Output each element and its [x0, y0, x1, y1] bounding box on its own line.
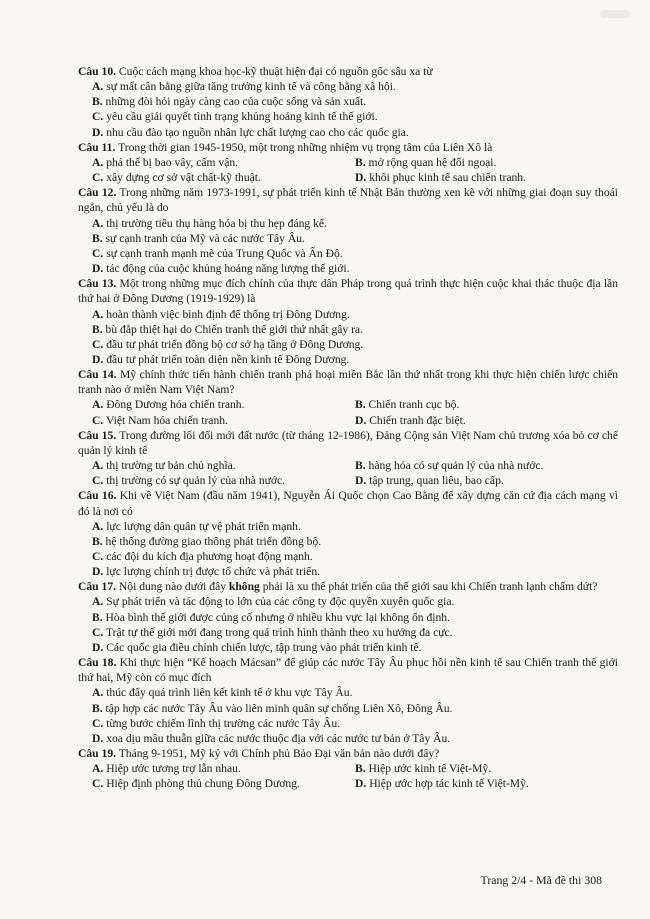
- option-text: Hiệp định phòng thủ chung Đông Dương.: [106, 777, 300, 791]
- option-b: [78, 701, 618, 716]
- question-stem: [78, 579, 618, 594]
- option-d: [78, 352, 618, 367]
- option-letter: D.: [355, 777, 367, 791]
- question-text: Trong thời gian 1945-1950, một trong những nhiệm vụ trọng tâm của Liên Xô là: [118, 140, 493, 154]
- option-letter: B.: [355, 762, 366, 776]
- option-row: [78, 761, 618, 776]
- option-letter: B.: [92, 701, 103, 715]
- option-letter: D.: [92, 262, 104, 276]
- question-text: Mỹ chính thức tiến hành chiến tranh phá hoại miền Bắc lần thứ nhất trong khi thực hiện chiến lược chiến tranh nào ở miền Nam Việt Nam?: [78, 368, 619, 397]
- question-stem: [78, 185, 618, 215]
- option-text: sự mất cân bằng giữa tăng trưởng kinh tế và công bằng xã hội.: [106, 80, 396, 94]
- option-row: [78, 170, 618, 185]
- option-b: [78, 94, 618, 109]
- question-10: [78, 64, 618, 140]
- option-text: phá thế bị bao vây, cấm vận.: [106, 155, 239, 169]
- option-text: thúc đẩy quá trình liên kết kinh tế ở khu vực Tây Âu.: [106, 686, 353, 700]
- option-b: [78, 610, 618, 625]
- option-text: Hòa bình thế giới được củng cố nhưng ở nhiều khu vực lại không ổn định.: [105, 610, 450, 624]
- option-text: sự cạnh tranh của Mỹ và các nước Tây Âu.: [105, 231, 305, 245]
- option-b: [355, 458, 618, 473]
- option-text: tác động của cuộc khủng hoảng năng lượng thế giới.: [106, 262, 350, 276]
- option-a: [78, 79, 618, 94]
- question-number: Câu 14.: [78, 368, 117, 382]
- question-stem: [78, 428, 618, 458]
- question-16: [78, 488, 618, 579]
- option-letter: B.: [92, 534, 103, 548]
- option-text: thị trường tiêu thụ hàng hóa bị thu hẹp đáng kể.: [106, 216, 327, 230]
- option-d: [355, 776, 618, 791]
- option-b: [355, 155, 618, 170]
- question-text: Trong những năm 1973-1991, sự phát triển kinh tế Nhật Bản thường xen kẽ với những giai đoạn suy thoái ngắn, chủ yếu là do: [78, 186, 618, 215]
- option-letter: C.: [92, 474, 104, 488]
- option-letter: C.: [92, 110, 104, 124]
- option-letter: A.: [92, 762, 104, 776]
- option-a: [78, 594, 618, 609]
- option-text: Các quốc gia điều chỉnh chiến lược, tập trung vào phát triển kinh tế.: [106, 640, 422, 654]
- option-d: [355, 473, 618, 488]
- question-number: Câu 13.: [78, 277, 117, 291]
- option-a: [78, 685, 618, 700]
- option-letter: C.: [92, 246, 104, 260]
- option-row: [78, 413, 618, 428]
- question-stem: [78, 64, 618, 79]
- option-text: đầu tư phát triển toàn diện nền kinh tế Đông Dương.: [106, 352, 350, 366]
- question-18: [78, 655, 618, 746]
- option-a: [92, 761, 355, 776]
- option-letter: A.: [92, 307, 104, 321]
- option-letter: C.: [92, 777, 104, 791]
- question-14: [78, 367, 618, 428]
- option-letter: B.: [355, 155, 366, 169]
- option-text: từng bước chiếm lĩnh thị trường các nước Tây Âu.: [106, 716, 341, 730]
- option-d: [355, 170, 618, 185]
- option-letter: B.: [355, 398, 366, 412]
- question-number: Câu 15.: [78, 428, 117, 442]
- option-a: [78, 216, 618, 231]
- question-text: Khi thực hiện “Kế hoạch Mácsan” để giúp các nước Tây Âu phục hồi nền kinh tế sau Chiến tranh thế giới thứ hai, Mỹ còn có mục đích: [78, 656, 618, 685]
- option-text: Trật tự thế giới mới đang trong quá trình hình thành theo xu hướng đa cực.: [105, 625, 453, 639]
- question-stem: [78, 488, 618, 518]
- option-letter: A.: [92, 595, 104, 609]
- option-text: nhu cầu đào tạo nguồn nhân lực chất lượng cao cho các quốc gia.: [106, 125, 409, 139]
- option-text: Hiệp ước hợp tác kinh tế Việt-Mỹ.: [369, 777, 529, 791]
- option-row: [78, 473, 618, 488]
- option-letter: B.: [92, 610, 103, 624]
- option-text: những đòi hỏi ngày càng cao của cuộc sống và sản xuất.: [105, 95, 367, 109]
- question-stem: [78, 276, 618, 306]
- option-letter: D.: [92, 352, 104, 366]
- question-11: [78, 140, 618, 185]
- option-letter: D.: [355, 171, 367, 185]
- option-letter: D.: [92, 565, 104, 579]
- option-letter: B.: [92, 231, 103, 245]
- option-d: [78, 125, 618, 140]
- option-c: [78, 549, 618, 564]
- page-footer: Trang 2/4 - Mã đề thi 308: [480, 873, 602, 887]
- option-row: [78, 155, 618, 170]
- option-row: [78, 776, 618, 791]
- option-letter: A.: [92, 80, 104, 94]
- option-letter: A.: [92, 155, 104, 169]
- question-text-post: phải là xu thế phát triển của thế giới sau khi Chiến tranh lạnh chấm dứt?: [259, 580, 598, 594]
- option-text: tập hợp các nước Tây Âu vào liên minh quân sự chống Liên Xô, Đông Âu.: [105, 701, 453, 715]
- option-a: [78, 307, 618, 322]
- option-text: các đội du kích địa phương hoạt động mạnh.: [106, 550, 313, 563]
- option-b: [78, 534, 618, 549]
- option-b: [355, 397, 618, 412]
- scan-mark: [600, 10, 630, 18]
- question-17: [78, 579, 618, 655]
- question-15: [78, 428, 618, 489]
- option-text: hàng hóa có sự quản lý của nhà nước.: [368, 459, 544, 473]
- option-text: yêu cầu giải quyết tình trạng khủng hoảng kinh tế thế giới.: [106, 110, 378, 124]
- option-c: [78, 625, 618, 640]
- option-text: thị trường tư bản chủ nghĩa.: [106, 459, 236, 473]
- option-b: [355, 761, 618, 776]
- option-d: [78, 261, 618, 276]
- option-letter: A.: [92, 519, 104, 533]
- question-text: Một trong những mục đích chính của thực dân Pháp trong quá trình thực hiện cuộc khai thác thuộc địa lần thứ hai ở Đông Dương (1919-1929) là: [78, 277, 618, 306]
- option-letter: B.: [355, 459, 366, 473]
- question-stem: [78, 746, 618, 761]
- question-number: Câu 10.: [78, 65, 117, 78]
- question-text-pre: Nội dung nào dưới đây: [118, 580, 229, 594]
- question-number: Câu 12.: [78, 186, 117, 200]
- option-letter: D.: [355, 413, 367, 427]
- option-letter: A.: [92, 216, 104, 230]
- option-letter: D.: [92, 125, 104, 139]
- option-text: thị trường có sự quản lý của nhà nước.: [106, 474, 286, 488]
- option-text: bù đắp thiệt hại do Chiến tranh thế giới thứ nhất gây ra.: [105, 322, 363, 336]
- option-text: hệ thống đường giao thông phát triển đồng bộ.: [105, 534, 322, 548]
- option-letter: D.: [355, 474, 367, 488]
- option-text: hoàn thành việc bình định để thống trị Đông Dương.: [106, 307, 350, 321]
- option-text: lực lượng dân quân tự vệ phát triển mạnh.: [106, 519, 301, 533]
- question-text: Tháng 9-1951, Mỹ ký với Chính phủ Bảo Đại văn bản nào dưới đây?: [118, 747, 440, 761]
- option-letter: C.: [92, 413, 104, 427]
- question-number: Câu 16.: [78, 489, 117, 503]
- question-text: Khi về Việt Nam (đầu năm 1941), Nguyễn Ái Quốc chọn Cao Bằng để xây dựng căn cứ địa cách mạng vì đó là nơi có: [78, 489, 618, 518]
- option-text: Hiệp ước kinh tế Việt-Mỹ.: [368, 762, 492, 776]
- option-text: xoa dịu mâu thuẫn giữa các nước thuộc địa với các nước tư bản ở Tây Âu.: [106, 731, 451, 745]
- question-19: [78, 746, 618, 791]
- question-13: [78, 276, 618, 367]
- option-d: [355, 413, 618, 428]
- option-d: [78, 564, 618, 579]
- option-letter: C.: [92, 716, 104, 730]
- question-text-emphasis: không: [228, 580, 260, 594]
- option-row: [78, 458, 618, 473]
- question-stem: [78, 655, 618, 685]
- question-12: [78, 185, 618, 276]
- option-text: đầu tư phát triển đồng bộ cơ sở hạ tầng ở Đông Dương.: [106, 337, 364, 351]
- option-text: Chiến tranh đặc biệt.: [369, 413, 466, 427]
- option-text: Hiệp ước tương trợ lẫn nhau.: [106, 762, 241, 776]
- option-letter: A.: [92, 686, 104, 700]
- option-text: xây dựng cơ sở vật chất-kỹ thuật.: [106, 171, 261, 185]
- question-text: Trong đường lối đổi mới đất nước (từ tháng 12-1986), Đảng Cộng sản Việt Nam chủ trương xóa bỏ cơ chế quản lý kinh tế: [78, 428, 618, 457]
- option-c: [78, 246, 618, 261]
- option-letter: A.: [92, 398, 104, 412]
- option-text: khôi phục kinh tế sau chiến tranh.: [369, 171, 526, 185]
- option-a: [92, 458, 355, 473]
- option-c: [92, 413, 355, 428]
- question-number: Câu 18.: [78, 656, 117, 670]
- option-a: [78, 519, 618, 534]
- option-letter: B.: [92, 322, 103, 336]
- option-c: [78, 337, 618, 352]
- question-stem: [78, 367, 618, 397]
- option-text: lực lượng chính trị được tổ chức và phát triển.: [106, 565, 321, 579]
- exam-page: [78, 64, 618, 792]
- option-text: mở rộng quan hệ đối ngoại.: [368, 155, 497, 169]
- option-a: [92, 155, 355, 170]
- option-c: [78, 716, 618, 731]
- option-letter: B.: [92, 95, 103, 109]
- option-a: [92, 397, 355, 412]
- option-text: Chiến tranh cục bộ.: [368, 398, 460, 412]
- question-number: Câu 19.: [78, 747, 117, 761]
- option-d: [78, 640, 618, 655]
- option-text: Đông Dương hóa chiến tranh.: [106, 398, 245, 412]
- option-letter: D.: [92, 731, 104, 745]
- option-letter: C.: [92, 171, 104, 185]
- option-letter: A.: [92, 459, 104, 473]
- option-letter: C.: [92, 625, 104, 639]
- option-letter: C.: [92, 550, 104, 563]
- option-row: [78, 397, 618, 412]
- option-letter: C.: [92, 337, 104, 351]
- option-d: [78, 731, 618, 746]
- option-text: Sự phát triển và tác động to lớn của các công ty độc quyền xuyên quốc gia.: [106, 595, 455, 609]
- option-letter: D.: [92, 640, 104, 654]
- question-stem: [78, 140, 618, 155]
- option-c: [92, 473, 355, 488]
- option-c: [78, 109, 618, 124]
- option-b: [78, 322, 618, 337]
- question-number: Câu 11.: [78, 140, 116, 154]
- option-c: [92, 776, 355, 791]
- question-number: Câu 17.: [78, 580, 117, 594]
- option-text: Việt Nam hóa chiến tranh.: [105, 413, 228, 427]
- option-text: sự cạnh tranh mạnh mẽ của Trung Quốc và Ấn Độ.: [106, 246, 343, 260]
- question-text: Cuộc cách mạng khoa học-kỹ thuật hiện đại có nguồn gốc sâu xa từ: [118, 65, 433, 78]
- option-b: [78, 231, 618, 246]
- option-text: tập trung, quan liêu, bao cấp.: [369, 474, 504, 488]
- option-c: [92, 170, 355, 185]
